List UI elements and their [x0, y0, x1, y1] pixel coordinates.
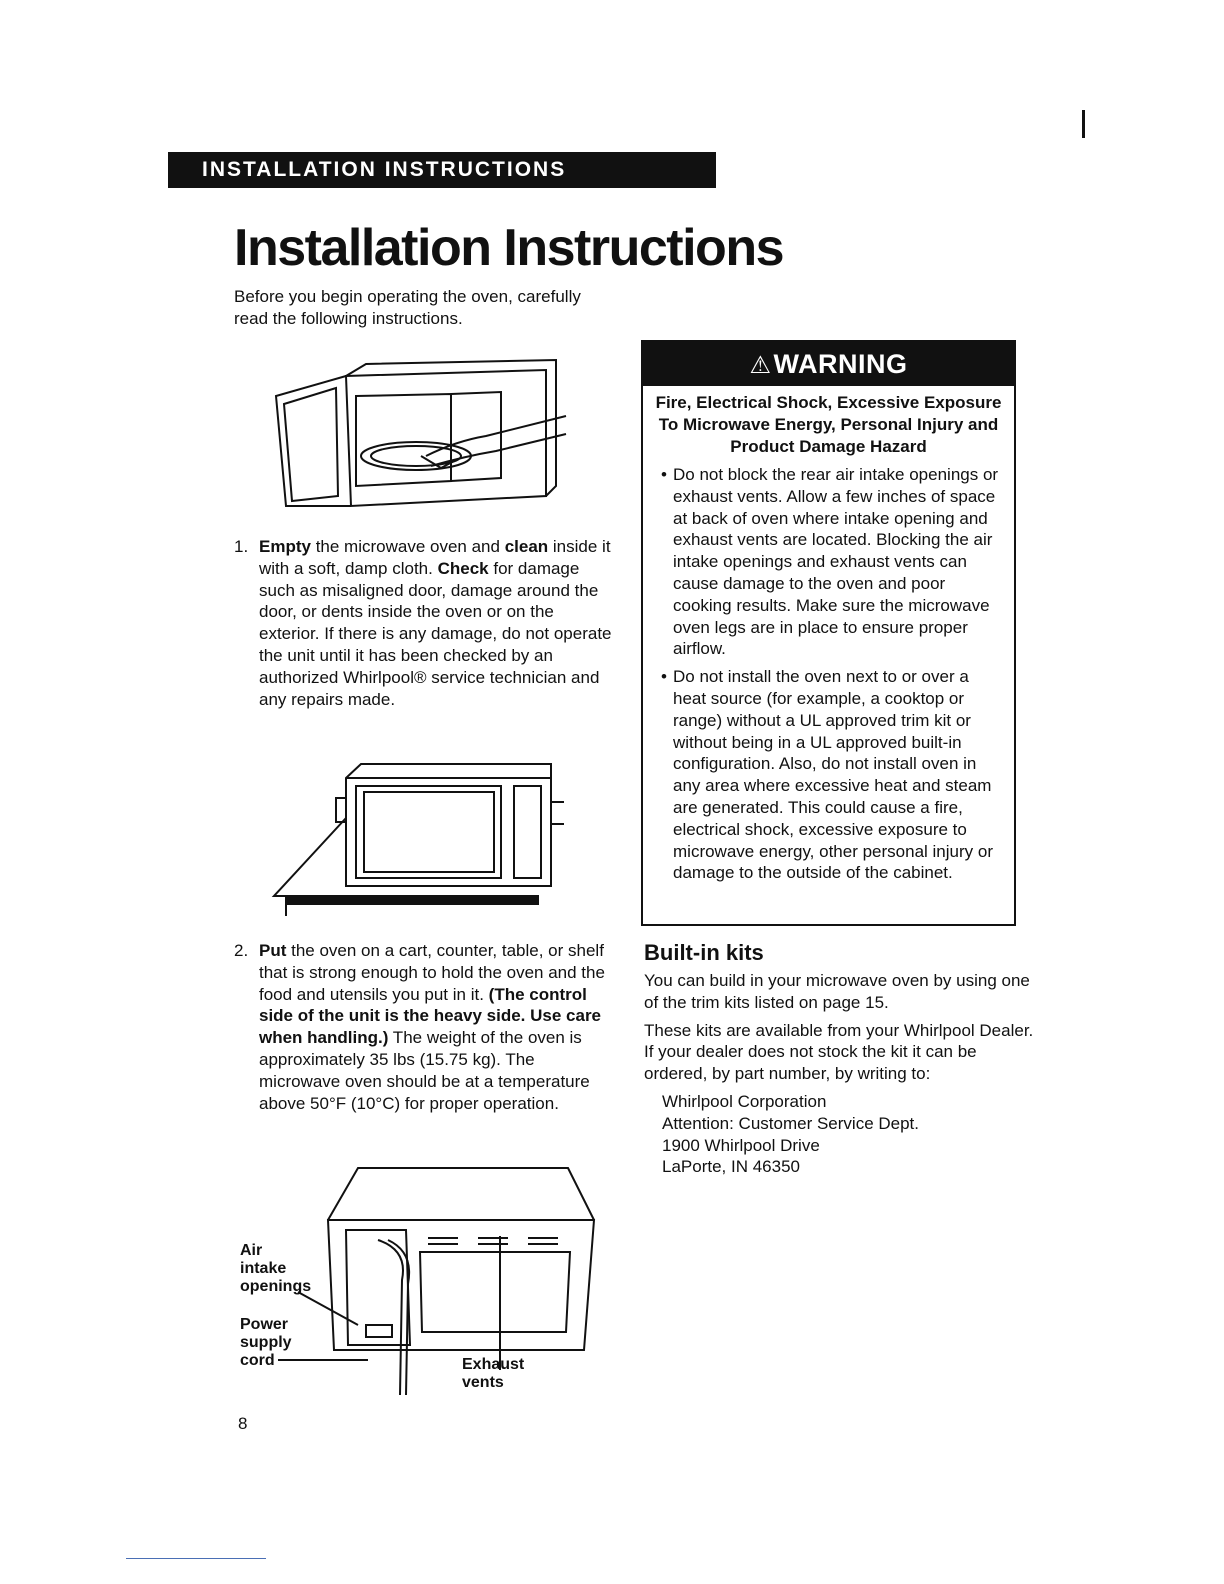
address-line: Attention: Customer Service Dept. [662, 1113, 920, 1133]
page-edge-mark [1082, 110, 1085, 138]
label-line: supply [240, 1334, 292, 1351]
step-text [259, 536, 614, 710]
section-banner: INSTALLATION INSTRUCTIONS [168, 152, 716, 188]
intro-text: Before you begin operating the oven, carefully read the following instructions. [234, 287, 581, 328]
step-2 [234, 940, 614, 1114]
builtin-kits-title: Built-in kits [644, 940, 764, 965]
step-text-part: the oven on a cart, counter, table, or shelf that is strong enough to hold the oven and the food and utensils you put in it. [259, 941, 605, 1004]
step-1 [234, 536, 614, 710]
bullet-icon: • [661, 465, 667, 484]
label-line: openings [240, 1278, 312, 1295]
step-text-part: Put [259, 941, 287, 960]
step-number: 2. [234, 941, 249, 960]
microwave-counter-icon [266, 758, 576, 918]
step-text-part: The weight of the oven is approximately 35 lbs (15.75 kg). The microwave oven should be at a temperature above 50°F (10°C) for proper operation. [259, 1028, 590, 1113]
microwave-cleaning-figure [256, 356, 576, 526]
step-number: 1. [234, 537, 249, 556]
kits-paragraph: You can build in your microwave oven by using one of the trim kits listed on page 15. [644, 971, 1030, 1012]
page-title: Installation Instructions [234, 219, 783, 277]
warning-item [661, 464, 1006, 660]
microwave-counter-figure [266, 758, 576, 918]
address-line: LaPorte, IN 46350 [662, 1157, 800, 1177]
step-text [259, 940, 614, 1114]
step-text-part: for damage such as misaligned door, damage around the door, or dents inside the oven or on the exterior. If there is any damage, do not operate the unit until it has been checked by an authorized Whirlpool® service technician and any repairs made. [259, 558, 612, 709]
microwave-door-open-icon [256, 356, 576, 526]
power-cord-label [240, 1316, 292, 1370]
warning-item-text: Do not install the oven next to or over a heat source (for example, a cooktop or range) without a UL approved trim kit or without being in a UL approved built-in configuration. Also, do not install oven in any area where excessive heat and steam are generated. This could cause a fire, electrical shock, excessive exposure to microwave energy, other personal injury or damage to the outside of the cabinet. [673, 667, 993, 883]
bullet-icon: • [661, 667, 667, 687]
step-text-part: Empty [259, 537, 311, 556]
footer-rule [126, 1558, 266, 1559]
step-text-part: inside it with a soft, damp cloth. [259, 537, 611, 578]
step-text-part: (The control side of the unit is the heavy side. Use care when handling.) [259, 984, 602, 1048]
step-text-part: Check [437, 558, 489, 578]
label-line: intake [240, 1260, 287, 1277]
address-line: 1900 Whirlpool Drive [662, 1135, 820, 1155]
exhaust-vents-label [462, 1356, 524, 1392]
label-line: cord [240, 1352, 275, 1369]
label-line: Air [240, 1242, 263, 1259]
step-text-part: the microwave oven and [310, 537, 505, 556]
warning-subheading: Fire, Electrical Shock, Excessive Exposure To Microwave Energy, Personal Injury and Product Damage Hazard [655, 393, 1002, 456]
warning-item-text: Do not block the rear air intake openings or exhaust vents. Allow a few inches of space at back of oven where intake opening and exhaust vents are located. Blocking the air intake openings and exhaust vents can cause damage to the oven and poor cooking results. Make sure the microwave oven legs are in place to ensure proper airflow. [673, 465, 999, 659]
label-line: Exhaust [462, 1356, 525, 1373]
page-number: 8 [238, 1414, 248, 1433]
label-line: vents [462, 1374, 504, 1391]
warning-header [643, 342, 1014, 386]
address-line: Whirlpool Corporation [662, 1091, 827, 1111]
warning-box [641, 340, 1016, 926]
warning-icon: ⚠ [749, 352, 772, 379]
kits-paragraph: These kits are available from your Whirlpool Dealer. If your dealer does not stock the kit it can be ordered, by part number, by writing to: [644, 1020, 1034, 1084]
air-intake-label [240, 1242, 311, 1296]
warning-item [661, 666, 1006, 884]
mailing-address [662, 1091, 1044, 1178]
builtin-kits-section [644, 970, 1044, 1178]
warning-heading: WARNING [773, 349, 908, 379]
label-line: Power [240, 1316, 289, 1333]
step-text-part: clean [504, 537, 549, 556]
